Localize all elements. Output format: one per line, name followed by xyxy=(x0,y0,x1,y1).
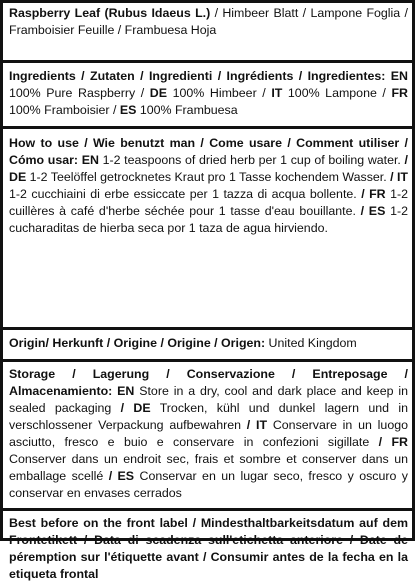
lang-code-es: / ES xyxy=(108,469,135,483)
lang-code-de: / DE xyxy=(9,153,408,184)
title-section xyxy=(3,3,412,60)
product-translations: / Himbeer Blatt / Lampone Foglia / Framboisier Feuille / Frambuesa Hoja xyxy=(9,6,408,37)
ingredients-en: 100% Pure Raspberry / xyxy=(9,86,150,100)
ingredients-es: 100% Frambuesa xyxy=(136,103,238,117)
lang-code-fr: / FR xyxy=(361,187,386,201)
storage-de: Trocken, kühl und dunkel lagern und in verschlossener Verpackung aufbewahren xyxy=(9,401,408,432)
how-to-use-es: 1-2 cucharaditas de hierba seca por 1 taza de agua hirviendo. xyxy=(9,204,408,235)
ingredients-it: 100% Lampone / xyxy=(282,86,392,100)
how-to-use-en: 1-2 teaspoons of dried herb per 1 cup of boiling water. xyxy=(98,153,405,167)
ingredients-fr: 100% Framboisier / xyxy=(9,103,120,117)
lang-code-en: EN xyxy=(390,69,408,83)
how-to-use-fr: 1-2 cuillères à café d'herbe séchée pour 1 tasse d'eau bouillante. xyxy=(9,187,408,218)
storage-heading: Storage / Lagerung / Conservazione / Entreposage / Almacenamiento: xyxy=(9,367,408,398)
origin-heading: Origin/ Herkunft / Origine / Origine / Origen: xyxy=(9,336,266,350)
lang-code-en: EN xyxy=(81,153,99,167)
origin-section xyxy=(3,330,412,359)
origin-value: United Kingdom xyxy=(265,336,357,350)
storage-es: Conservar en un lugar seco, fresco y oscuro y conservar en envases cerrados xyxy=(9,469,408,500)
lang-code-fr: / FR xyxy=(378,435,408,449)
lang-code-fr: FR xyxy=(391,86,408,100)
how-to-use-de: 1-2 Teelöffel getrocknetes Kraut pro 1 Tasse kochendem Wasser. xyxy=(26,170,391,184)
lang-code-de: / DE xyxy=(120,401,151,415)
how-to-use-heading: How to use / Wie benutzt man / Come usare / Comment utiliser / Cómo usar: xyxy=(9,136,408,167)
lang-code-it: / IT xyxy=(246,418,268,432)
product-name: Raspberry Leaf (Rubus Idaeus L.) xyxy=(9,6,211,20)
how-to-use-it: 1-2 cucchiaini di erbe essiccate per 1 tazza di acqua bollente. xyxy=(9,187,362,201)
best-before-section xyxy=(3,511,412,586)
lang-code-es: / ES xyxy=(360,204,386,218)
lang-code-it: / IT xyxy=(390,170,409,184)
ingredients-de: 100% Himbeer / xyxy=(167,86,272,100)
storage-it: Conservare in un luogo asciutto, fresco e buio e conservare in confezioni sigillate xyxy=(9,418,408,449)
lang-code-it: IT xyxy=(271,86,283,100)
storage-fr: Conserver dans un endroit sec, frais et sombre et conserver dans un emballage scellé xyxy=(9,452,408,483)
lang-code-en: EN xyxy=(117,384,135,398)
storage-section xyxy=(3,362,412,508)
lang-code-de: DE xyxy=(149,86,168,100)
storage-en: Store in a dry, cool and dark place and keep in sealed packaging xyxy=(9,384,408,415)
lang-code-es: ES xyxy=(119,103,137,117)
ingredients-section xyxy=(3,63,412,126)
ingredients-heading: Ingredients / Zutaten / Ingredienti / Ingrédients / Ingredientes: xyxy=(9,69,386,83)
best-before-text: Best before on the front label / Mindesthaltbarkeitsdatum auf dem Frontetikett / Data di scadenza sull'etichetta anteriore / Date de péremption sur l'étiquette avant / Consumir antes de la fecha en la etiqueta frontal xyxy=(9,516,408,581)
how-to-use-section xyxy=(3,129,412,327)
